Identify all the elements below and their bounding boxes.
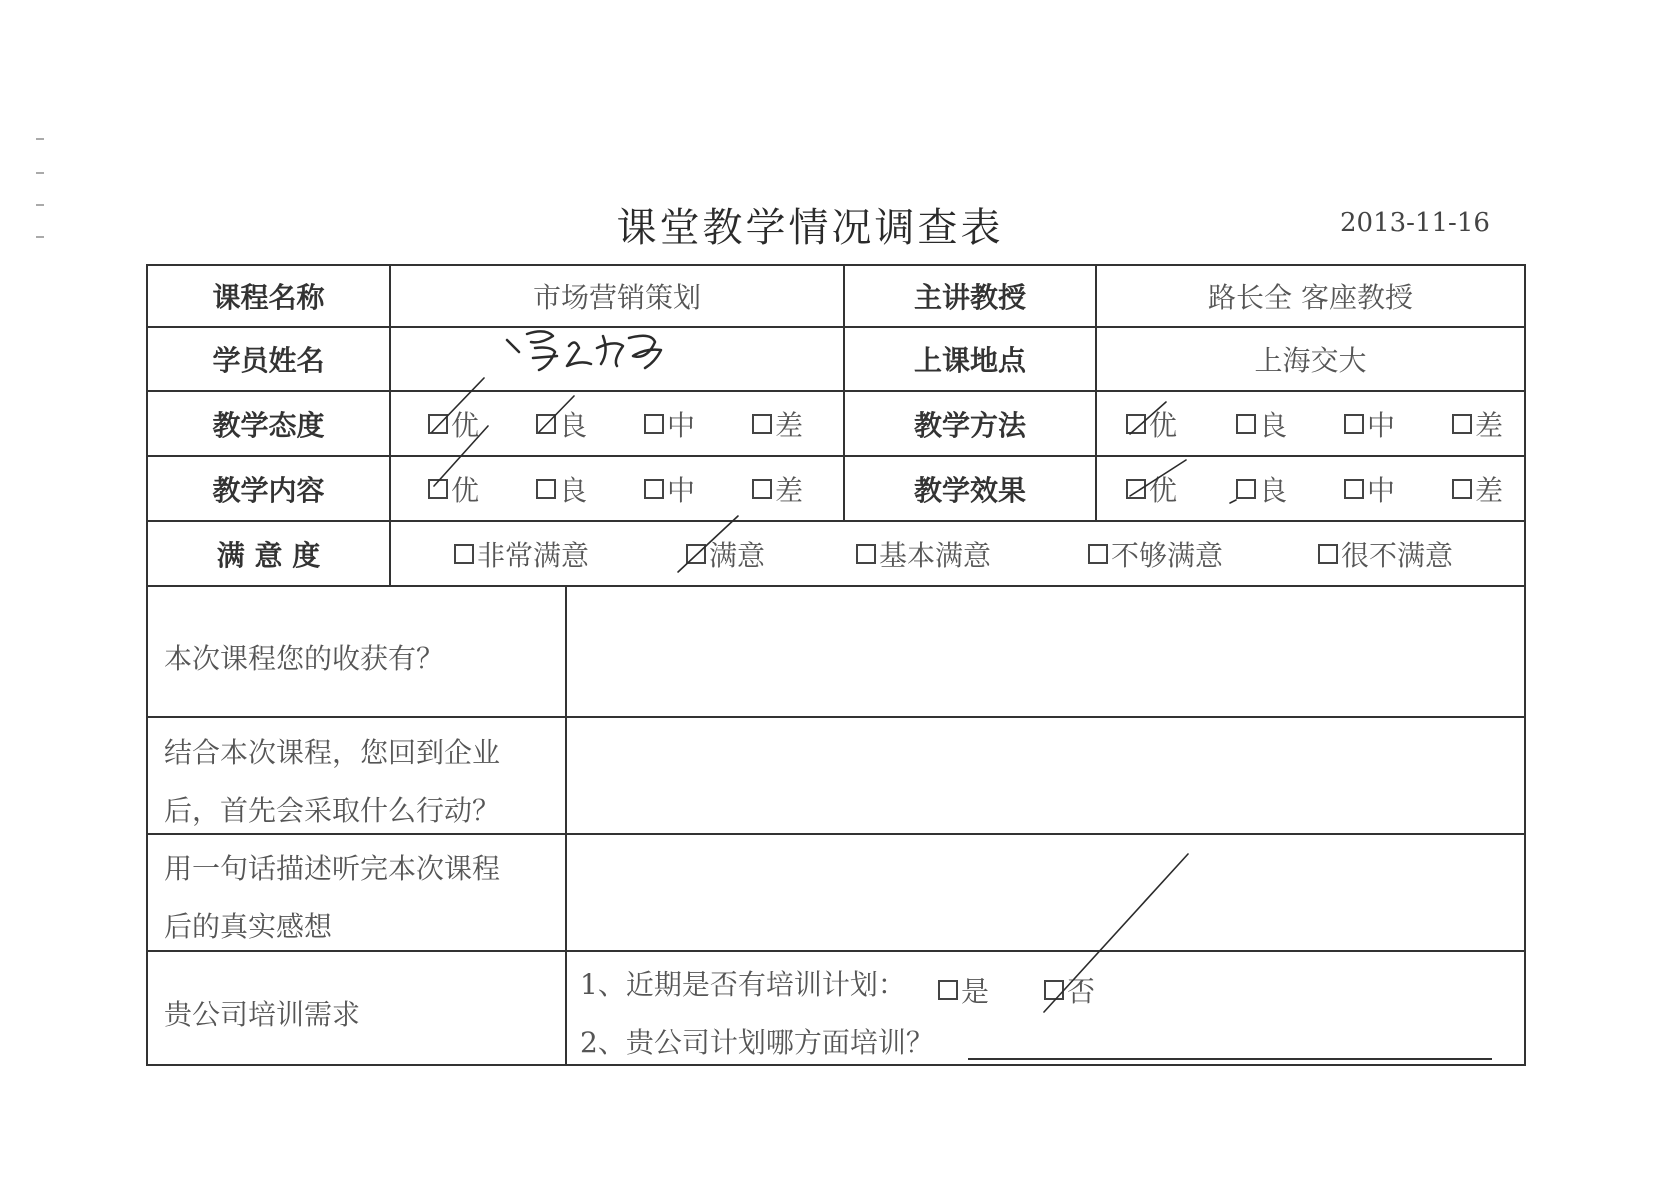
method-option-excellent[interactable]: 优 <box>1126 404 1177 444</box>
method-option-good[interactable]: 良 <box>1236 404 1287 444</box>
checkbox-icon[interactable] <box>454 544 474 564</box>
training-question-1: 1、近期是否有培训计划： <box>580 968 906 1001</box>
training-needs-label: 贵公司培训需求 <box>164 998 361 1031</box>
lecturer-label: 主讲教授 <box>913 281 1026 314</box>
satisfaction-option-not-satisfied[interactable]: 不够满意 <box>1088 534 1223 574</box>
question-gain: 本次课程您的收获有？ <box>164 642 445 675</box>
checkbox-icon[interactable] <box>536 414 556 434</box>
checkbox-icon[interactable] <box>1236 479 1256 499</box>
content-option-good[interactable]: 良 <box>536 469 587 509</box>
answer-action-field[interactable] <box>566 716 1524 831</box>
student-name-label: 学员姓名 <box>212 344 325 377</box>
checkbox-icon[interactable] <box>856 544 876 564</box>
effect-option-good[interactable]: 良 <box>1236 469 1287 509</box>
checkbox-icon[interactable] <box>752 414 772 434</box>
training-answer-line[interactable] <box>968 1058 1492 1060</box>
satisfaction-label: 满 意 度 <box>216 538 321 572</box>
checkbox-icon[interactable] <box>428 479 448 499</box>
satisfaction-option-very-satisfied[interactable]: 非常满意 <box>454 534 589 574</box>
checkbox-icon[interactable] <box>1236 414 1256 434</box>
checkbox-icon[interactable] <box>1318 544 1338 564</box>
checkbox-icon[interactable] <box>938 980 958 1000</box>
course-name-label: 课程名称 <box>212 281 325 314</box>
attitude-option-poor[interactable]: 差 <box>752 404 803 444</box>
teaching-content-label: 教学内容 <box>212 473 325 507</box>
checkbox-icon[interactable] <box>1126 414 1146 434</box>
effect-option-excellent[interactable]: 优 <box>1126 469 1177 509</box>
effect-option-poor[interactable]: 差 <box>1452 469 1503 509</box>
satisfaction-option-very-unsatisfied[interactable]: 很不满意 <box>1318 534 1453 574</box>
effect-option-average[interactable]: 中 <box>1344 469 1395 509</box>
question-feeling-line1: 用一句话描述听完本次课程 <box>164 852 501 885</box>
checkbox-icon[interactable] <box>1452 479 1472 499</box>
checkbox-icon[interactable] <box>686 544 706 564</box>
training-option-no[interactable]: 否 <box>1044 970 1095 1010</box>
method-option-poor[interactable]: 差 <box>1452 404 1503 444</box>
student-signature <box>505 326 685 396</box>
training-option-yes[interactable]: 是 <box>938 970 989 1010</box>
checkbox-icon[interactable] <box>752 479 772 499</box>
training-question-2: 2、贵公司计划哪方面培训？ <box>580 1026 934 1059</box>
checkbox-icon[interactable] <box>1044 980 1064 1000</box>
attitude-option-average[interactable]: 中 <box>644 404 695 444</box>
lecturer-value[interactable]: 路长全 客座教授 <box>1208 281 1413 314</box>
checkbox-icon[interactable] <box>1452 414 1472 434</box>
checkbox-icon[interactable] <box>644 414 664 434</box>
content-option-average[interactable]: 中 <box>644 469 695 509</box>
content-option-excellent[interactable]: 优 <box>428 469 479 509</box>
checkbox-icon[interactable] <box>1344 414 1364 434</box>
answer-gain-field[interactable] <box>566 586 1524 714</box>
course-name-value[interactable]: 市场营销策划 <box>532 281 701 314</box>
location-label: 上课地点 <box>913 344 1026 377</box>
satisfaction-option-basically-satisfied[interactable]: 基本满意 <box>856 534 991 574</box>
question-action-line2: 后，首先会采取什么行动？ <box>164 794 501 827</box>
attitude-option-good[interactable]: 良 <box>536 404 587 444</box>
form-date: 2013-11-16 <box>1340 208 1490 238</box>
checkbox-icon[interactable] <box>1088 544 1108 564</box>
content-option-poor[interactable]: 差 <box>752 469 803 509</box>
method-option-average[interactable]: 中 <box>1344 404 1395 444</box>
location-value[interactable]: 上海交大 <box>1254 344 1367 377</box>
question-feeling-line2: 后的真实感想 <box>164 910 333 943</box>
teaching-attitude-label: 教学态度 <box>212 408 325 442</box>
answer-feeling-field[interactable] <box>566 833 1524 948</box>
checkbox-icon[interactable] <box>644 479 664 499</box>
teaching-method-label: 教学方法 <box>913 408 1026 442</box>
checkbox-icon[interactable] <box>428 414 448 434</box>
satisfaction-option-satisfied[interactable]: 满意 <box>686 534 765 574</box>
checkbox-icon[interactable] <box>1126 479 1146 499</box>
question-action-line1: 结合本次课程，您回到企业 <box>164 736 501 769</box>
checkbox-icon[interactable] <box>1344 479 1364 499</box>
scan-marks <box>36 130 48 250</box>
attitude-option-excellent[interactable]: 优 <box>428 404 479 444</box>
teaching-effect-label: 教学效果 <box>913 473 1026 507</box>
checkbox-icon[interactable] <box>536 479 556 499</box>
form-title: 课堂教学情况调查表 <box>616 205 1004 251</box>
